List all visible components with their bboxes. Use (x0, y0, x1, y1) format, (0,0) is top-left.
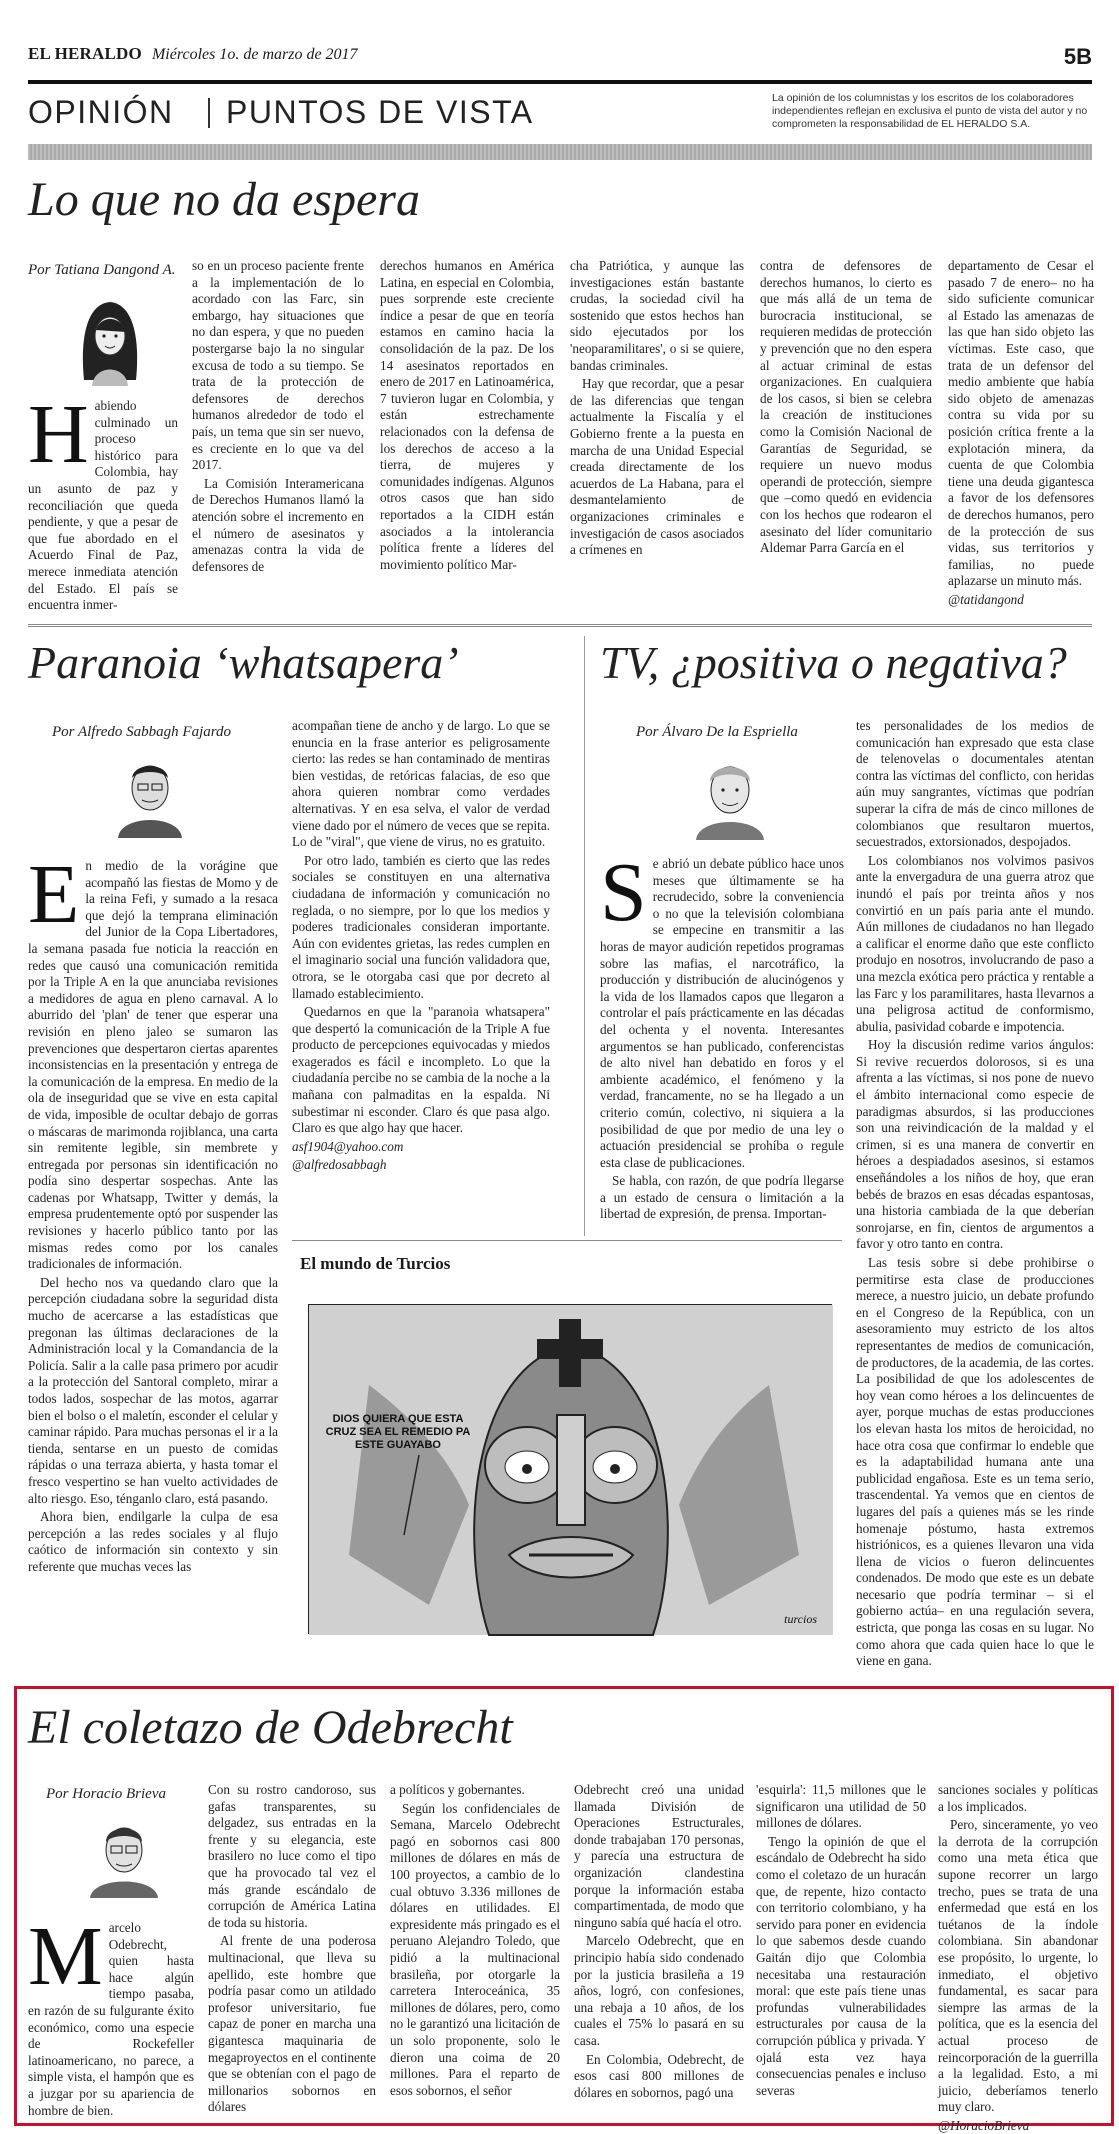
cartoon-speech: DIOS QUIERA QUE ESTA CRUZ SEA EL REMEDIO PA ESTE GUAYABO (325, 1413, 471, 1451)
newspaper-name: EL HERALDO (28, 44, 142, 63)
article-column (600, 846, 844, 1256)
paragraph: e abrió un debate público hace unos meses que últimamente se ha recrudecido, sobre la conveniencia o no que la televisión colombiana se empecine en transmitir a las horas de mayor audición repetidos programas sobre las mafias, el narcotráfico, la producción y distribución de alucinógenos y la vida de los llamados capos que llegaron a controlar el país prácticamente en las décadas del ochenta y el noventa. Interesantes argumentos se han publicado, conferencistas de alto nivel han debatido en foros y el ambiente académico, el fenómeno y la verdad, francamente, no se ha llegado a un criterio común, colectivo, ni siquiera a la posibilidad de que por medio de una ley o actuación presidencial se prohíba o regule esta clase de publicaciones. (600, 856, 844, 1170)
article-headline: El coletazo de Odebrecht (28, 1701, 513, 1754)
paragraph: En Colombia, Odebrecht, de esos casi 800 millones de dólares en sobornos, pagó una (574, 2051, 744, 2100)
article-byline: Por Tatiana Dangond A. (28, 262, 176, 278)
paragraph: sanciones sociales y políticas a los implicados. (938, 1782, 1098, 1814)
cartoon-image (308, 1304, 832, 1634)
section-title: OPINIÓN (28, 94, 174, 130)
article-column (948, 258, 1094, 620)
paragraph: Se habla, con razón, de que podría llegarse a un estado de censura o limitación a la libertad de expresión, de prensa. Importan- (600, 1173, 844, 1222)
article-byline: Por Alfredo Sabbagh Fajardo (52, 724, 232, 740)
section-band (28, 144, 1092, 160)
author-email: asf1904@yahoo.com (292, 1138, 404, 1154)
author-portrait (688, 748, 772, 840)
article-column (570, 258, 744, 620)
article-column (856, 718, 1094, 1669)
paragraph: Quedarnos en que la "paranoia whatsapera" que despertó la comunicación de la Triple A fue producto de percepciones equivocadas y miedos exagerados es fácil e incompleto. Lo que la ciudadanía percibe no se cambia de la noche a la mañana con palmaditas en la espalda. Ni subestimar ni esconder. Claro és que pasa algo. Claro es que algo hay que hacer. (292, 1004, 550, 1136)
paragraph: Pero, sinceramente, yo veo la derrota de la corrupción como una meta ética que supone recorrer un largo trecho, pues se trata de una enfermedad que está en los tuétanos de la índole colombiana. Sin abandonar ese propósito, lo urgente, lo inmediato, el objetivo fundamental, es sacar para siempre las armas de la política, que es la esencia del actual proceso de reincorporación de la guerrilla a la legalidad. Esto, a mi juicio, deberíamos tenerlo muy claro. (938, 1817, 1099, 2115)
paragraph: Hay que recordar, que a pesar de las diferencias que tengan actualmente la Fiscalía y el Gobierno frente a la puesta en marcha de una Unidad Especial creada directamente de los acuerdos de La Habana, para el desmantelamiento de organizaciones criminales e investigación de casos asociados a crímenes en (570, 376, 744, 558)
article-column (574, 1782, 744, 2116)
article-column (28, 848, 278, 1638)
paragraph: arcelo Odebrecht, quien hasta hace algún tiempo pasaba, en razón de su fulgurante éxito económico, como una especie de Rockefeller latinoamericano, no parece, a simple vista, el hampón que es a juzgar por su apariencia de hombre de bien. (28, 1920, 194, 2118)
masthead (28, 44, 1092, 80)
paragraph: Al frente de una poderosa multinacional, que lleva su apellido, este hombre que podría pasar como un atildado profesor universitario, fue capaz de poner en marcha una gigantesca maquinaria de megaproyectos en el continente que se obtenían con el pago de millonarios sobornos en dólares (208, 1933, 376, 2115)
author-portrait (82, 1810, 166, 1898)
section-header (28, 90, 1092, 136)
article-byline: Por Horacio Brieva (46, 1786, 166, 1802)
page-number: 5B (1063, 44, 1092, 69)
article-headline: Lo que no da espera (28, 173, 420, 226)
article-column (192, 258, 364, 620)
article-column (938, 1782, 1099, 2133)
paragraph: 'esquirla': 11,5 millones que le significaron una utilidad de 50 millones de dólares. (756, 1782, 926, 1831)
article-column (208, 1782, 376, 2116)
disclaimer: La opinión de los columnistas y los escritos de los colaboradores independientes reflejan en exclusiva el punto de vista del autor y no comprometen la responsabilidad de EL HERALDO S.A. (772, 92, 1088, 130)
cartoon-rule (292, 1240, 842, 1241)
section-divider (208, 98, 210, 128)
article-column (760, 258, 932, 620)
section-subtitle: PUNTOS DE VISTA (226, 94, 534, 130)
paragraph: Los colombianos nos volvimos pasivos ante la envergadura de una guerra atroz que inundó el país por treinta años y nos convirtió en un país paria ante el mundo. Aún millones de ciudadanos no han llegado a calificar el enorme daño que este conflicto produjo en nosotros, involucrando de paso a una mezcla exótica pero práctica y rentable a las Farc y los paramilitares, hasta llevarnos a una peligrosa actitud de conformismo, abulia, pasividad cobarde e impotencia. (856, 852, 1094, 1034)
paragraph: acompañan tiene de ancho y de largo. Lo que se enuncia en la frase anterior es peligrosamente cierto: las redes se han contaminado de mentiras bien vestidas, de retóricas falacias, de eso que ahora quieren nombrar como verdades alternativas. Y en esa selva, el valor de verdad viene dado por el número de veces que se repita. Lo de "viral", que viene de virus, no es gratuito. (292, 718, 550, 850)
paragraph: a políticos y gobernantes. (390, 1782, 525, 1797)
paragraph: Odebrecht creó una unidad llamada División de Operaciones Estructurales, donde trabajaban 170 personas, y parecía una estructura de organización clandestina porque la información estaba compartimentada, de modo que ninguno sabía qué hacía el otro. (574, 1782, 744, 1930)
article-column (28, 388, 178, 620)
paragraph: Marcelo Odebrecht, que en principio había sido condenado por la justicia brasileña a 19 años, logró, con confesiones, una rebaja a 10 años, de los cuales el 75% lo pasará en su casa. (574, 1933, 744, 2048)
paragraph: abiendo culminado un proceso histórico para Colombia, hay un asunto de paz y reconciliación que queda pendiente, y que a pesar de que fue abordado en el Acuerdo Final de Paz, merece inmediata atención del Estado. El país se encuentra inmer- (28, 398, 178, 613)
paragraph: Hoy la discusión redime varios ángulos: Si revive recuerdos dolorosos, si es una afrenta a las víctimas, si nos pone de nuevo el ámbito internacional como especie de paradigmas absurdos, si las producciones son una reivindicación de la maldad y el crimen, si es una manera de convertir en héroes a despiadados asesinos, si estamos enseñándoles a los niños de hoy, que eran bebés de brazos en esas décadas espantosas, una historia cambiada de la que deberían sonrojarse, en fin, cientos de argumentos a favor y otro tanto en contra. (856, 1037, 1094, 1252)
masthead-rule (28, 80, 1092, 84)
article-byline: Por Álvaro De la Espriella (636, 724, 798, 740)
article-headline: TV, ¿positiva o negativa? (600, 637, 1067, 688)
paragraph: Con su rostro candoroso, sus gafas transparentes, su delgadez, sus entradas en la frente y su elegancia, este brasilero no luce como el tipo que ha provocado tal vez el más grande escándalo de corrupción de América Latina de toda su historia. (208, 1782, 376, 1930)
paragraph: departamento de Cesar el pasado 7 de enero– no ha sido suficiente comunicar al Estado las amenazas de las que han sido objeto las víctimas. Este caso, que trata de un defensor del medio ambiente que había sido objeto de amenazas contra su vida por su posición crítica frente a la explotación minera, da cuenta de que Colombia tiene una deuda gigantesca a favor de los defensores de derechos humanos, pero de la protección de sus vidas, sus territorios y familias, no puede aplazarse un minuto más. (948, 258, 1094, 589)
author-handle: @HoracioBrieva (938, 2117, 1030, 2133)
paragraph: derechos humanos en América Latina, en especial en Colombia, pues sorprende este creciente índice a pesar de que en teoría estamos en camino hacia la consolidación de la paz. De los 14 asesinatos reportados en enero de 2017 en Latinoamérica, 7 tuvieron lugar en Colombia, y están estrechamente relacionados con la defensa de los derechos de acceso a la tierra, de mujeres y comunidades indígenas. Algunos otros casos que han sido reportados a la CIDH están asociados a la intolerancia política frente a líderes del movimiento político Mar- (380, 258, 554, 572)
article-headline: Paranoia ‘whatsapera’ (28, 637, 459, 688)
paragraph: Las tesis sobre si debe prohibirse o permitirse esta clase de producciones merece, a nuestro juicio, un debate profundo en el Congreso de la República, con un asesoramiento muy estricto de los altos representantes de medios de comunicación, de productores, de la academia, de las cortes. La posibilidad de que los adolescentes de hoy vean como héroes a los delincuentes de ayer, porque muchas de estas producciones los elevan hasta los mitos de heroicidad, no hace otra cosa que confirmar lo endeble que es la adaptabilidad humana ante una publicidad engañosa. Este es un tema serio, trascendental. Ya vemos que en cientos de lugares del país a quienes más se les rinde homenaje póstumo, hasta extremos histriónicos, es a quienes llevaron una vida llena de vicios o fueron delincuentes condenados. De modo que este es un debate necesario que podría terminar – si el gobierno actúa– en una regulación severa, estricta, que ponga las cosas en su lugar. No como ahora que cada quien hace lo que le viene en gana. (856, 1255, 1094, 1669)
drop-cap: H (28, 388, 89, 481)
drop-cap: E (28, 848, 80, 941)
paragraph: Por otro lado, también es cierto que las redes sociales se constituyen en una alternativa ciudadana de información y comunicación no reglada, o no siempre, por lo que los medios y poderes tradicionales consideran importante. Aún con evidentes grietas, las redes cumplen en el imaginario social una función validadora que, otrora, se le otorgaba casi que por decreto al llamado establecimiento. (292, 852, 550, 1001)
issue-date: Miércoles 1o. de marzo de 2017 (151, 46, 358, 63)
article-column (390, 1782, 560, 2116)
paragraph: cha Patriótica, y aunque las investigaciones están bastante crudas, la sociedad civil ha sostenido que estos hechos han sido ejecutados por los 'neoparamilitares', o si se quiere, bandas criminales. (570, 258, 744, 373)
author-portrait (108, 748, 192, 838)
paragraph: tes personalidades de los medios de comunicación han expresado que esta clase de telenovelas o documentales atentan contra las víctimas del conflicto, con heridas aún muy sangrantes, víctimas que podrían superar la cifra de más de cinco millones de colombianos que resultaron muertos, secuestrados, extorsionados, despojados. (856, 718, 1094, 850)
paragraph: La Comisión Interamericana de Derechos Humanos llamó la atención sobre el incremento en el número de asesinatos y amenazas contra la vida de defensores de (192, 475, 364, 574)
column-divider (584, 636, 585, 1236)
drop-cap: M (28, 1910, 103, 2003)
paragraph: Del hecho nos va quedando claro que la percepción ciudadana sobre la seguridad dista mucho de acercarse a las estadísticas que pregonan las últimas declaraciones de la Administración local y la Comandancia de la Policía. Salir a la calle pasa primero por acudir a la protección del Santoral completo, mirar a todos lados, sospechar de las motos, agarrar bien el bolso o el maletín, esconder el celular y caminar rápido. Para muchas personas el ir a la tienda, sentarse en un puesto de comidas rápidas o una terraza abierta, y hasta tomar el fresco vespertino se han vuelto actividades de alto riesgo. Eso, ténganlo claro, está pasando. (28, 1274, 278, 1506)
author-portrait (70, 290, 150, 386)
author-handle: @tatidangond (948, 591, 1024, 607)
paragraph: Ahora bien, endilgarle la culpa de esa percepción a las redes sociales y al flujo caótico de información sin contexto y sin referente que muchas veces las (28, 1509, 278, 1574)
paragraph: so en un proceso paciente frente a la implementación de lo acordado con las Farc, sin embargo, hay situaciones que no dan espera, y que no pueden postergarse bajo la no singular excusa de todo a su tiempo. Se trata de la protección de defensores de derechos humanos alrededor de todo el país, un tema que sin ser nuevo, es creciente en lo que va del 2017. (192, 258, 364, 473)
article-column (28, 1910, 194, 2118)
cartoon-signature: turcios (784, 1612, 817, 1626)
paragraph: n medio de la vorágine que acompañó las fiestas de Momo y de la reina Fefi, y sumado a la resaca que dejó la temprana eliminación del Junior de la Copa Libertadores, la semana pasada fue noticia la reacción en redes que causó una comunicación remitida por la Triple A en la que anunciaba revisiones a medidores de agua en pleno carnaval. A lo aburrido del 'plan' de tener que esperar una revisión en pleno jaleo se sumaron las prevenciones que despertaron ciertas aparentes inconsistencias en la presentación y entrega de la comunicación de la empresa. En medio de la ola de inseguridad que se vive en esta capital de vida, imposible de ocultar debajo de gorras o máscaras de marimonda rojiblanca, una carta sin remitente legible, sin membrete y entregada por personas sin identificación no podía sino despertar sospechas. Ante las cadenas por Whatsapp, Twitter y demás, la empresa prudentemente optó por suspender las revisiones y hacerlo público tanto por las mismas redes como por los canales tradicionales de información. (28, 858, 278, 1272)
section-rule (28, 624, 1092, 627)
author-handle: @alfredosabbagh (292, 1157, 387, 1173)
cartoon-title: El mundo de Turcios (300, 1254, 451, 1273)
article-column (380, 258, 554, 620)
paragraph: Tengo la opinión de que el escándalo de Odebrecht ha sido como el coletazo de un huracán que, de repente, hizo contacto con territorio colombiano, y ha servido para poner en evidencia lo que sabemos desde cuando Gaitán dijo que Colombia necesitaba una restauración moral: que este país tiene unas profundas vulnerabilidades estructurales por causa de la corrupción pública y privada. Y ojalá esta vez haya consecuencias penales e incluso severas (756, 1833, 926, 2098)
paragraph: Según los confidenciales de Semana, Marcelo Odebrecht pagó en sobornos casi 800 millones de dólares en más de 100 proyectos, a cambio de lo cual obtuvo 3.336 millones de dólares en utilidades. El expresidente más pringado es el peruano Alejandro Toledo, que pidió a la multinacional brasileña, por otorgarle la carretera Interoceánica, 35 millones de dólares, pero, como no le garantizó una licitación de un solo proponente, solo le dieron una coima de 20 millones. Para el reparto de esos sobornos, el señor (390, 1800, 560, 2098)
article-column (292, 718, 550, 1238)
paragraph: contra de defensores de derechos humanos, lo cierto es que más allá de un tema de burocracia institucional, se requieren medidas de protección y prevención que no den espera al actuar criminal de estas organizaciones. En cualquiera de los casos, si bien se celebra la creación de instituciones como la Comisión Nacional de Garantías de Seguridad, se requiere un nuevo modus operandi de protección, siempre que –como quedó en evidencia con los hechos que rodearon el asesinato del líder comunitario Aldemar Parra García en el (760, 258, 932, 556)
article-column (756, 1782, 926, 2116)
drop-cap: S (600, 846, 647, 939)
